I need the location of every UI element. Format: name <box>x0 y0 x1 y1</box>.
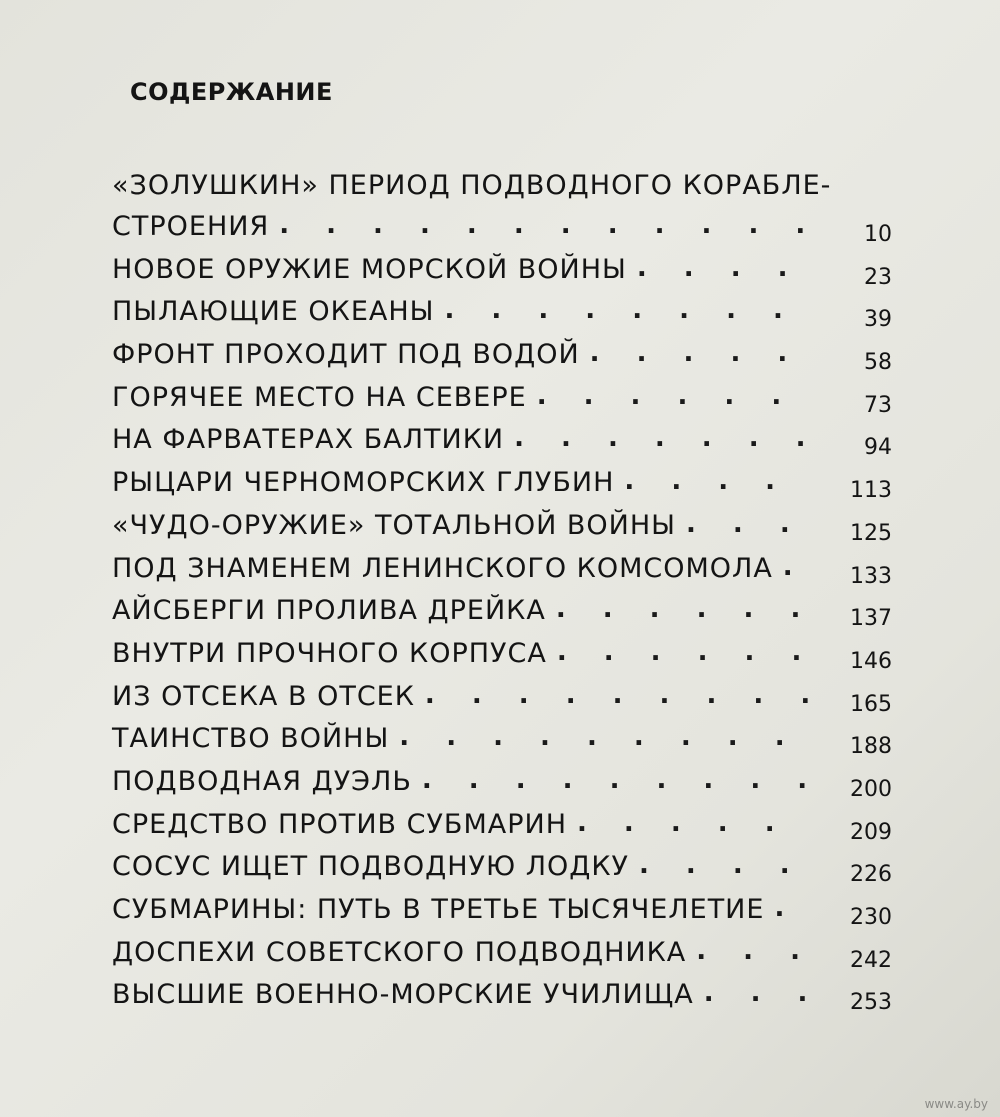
toc-page-number: 242 <box>850 947 892 973</box>
toc-entry-title: НА ФАРВАТЕРАХ БАЛТИКИ <box>112 424 505 456</box>
toc-entry <box>112 240 892 290</box>
toc-entry <box>112 453 892 504</box>
toc-entry-title: СОСУС ИЩЕТ ПОДВОДНУЮ ЛОДКУ <box>112 851 629 883</box>
toc-entry <box>112 838 892 888</box>
toc-entry-title: ТАИНСТВО ВОЙНЫ <box>112 723 390 755</box>
toc-entry <box>112 880 892 930</box>
toc-page-number: 73 <box>864 392 892 418</box>
dot-leader <box>279 212 812 238</box>
toc-page-number: 165 <box>850 691 892 717</box>
toc-page-number: 200 <box>850 776 892 802</box>
toc-page-number: 226 <box>850 862 892 888</box>
dot-leader <box>556 596 812 622</box>
toc-page-number: 253 <box>850 990 892 1016</box>
contents-heading: СОДЕРЖАНИЕ <box>130 78 333 106</box>
toc-entry-title: ПЫЛАЮЩИЕ ОКЕАНЫ <box>112 296 435 328</box>
toc-entry-title: ВНУТРИ ПРОЧНОГО КОРПУСА <box>112 637 547 669</box>
toc-entry-title: СУБМАРИНЫ: ПУТЬ В ТРЕТЬЕ ТЫСЯЧЕЛЕТИЕ <box>112 894 765 925</box>
toc-page-number: 146 <box>850 648 892 674</box>
toc-entry <box>112 170 892 247</box>
toc-entry-title: ПОДВОДНАЯ ДУЭЛЬ <box>112 765 412 797</box>
toc-entry-title: ПОД ЗНАМЕНЕМ ЛЕНИНСКОГО КОМСОМОЛА <box>112 552 773 584</box>
toc-entry-title: ИЗ ОТСЕКА В ОТСЕК <box>112 680 415 712</box>
dot-leader <box>557 639 812 665</box>
toc-entry <box>112 283 892 333</box>
toc-entry-title: СРЕДСТВО ПРОТИВ СУБМАРИН <box>112 808 567 840</box>
toc-entry <box>112 325 892 376</box>
toc-entry-title: РЫЦАРИ ЧЕРНОМОРСКИХ ГЛУБИН <box>112 467 615 499</box>
toc-page-number: 94 <box>864 435 892 461</box>
dot-leader <box>425 682 812 708</box>
toc-entry <box>112 966 892 1016</box>
dot-leader <box>774 895 812 921</box>
toc-entry-title: НОВОЕ ОРУЖИЕ МОРСКОЙ ВОЙНЫ <box>112 253 627 285</box>
toc-entry <box>112 752 892 802</box>
table-of-contents <box>112 170 892 1016</box>
dot-leader <box>686 511 812 537</box>
dot-leader <box>577 810 812 836</box>
toc-page-number: 209 <box>850 819 892 845</box>
dot-leader <box>445 297 813 323</box>
dot-leader <box>422 767 812 793</box>
dot-leader <box>590 340 812 366</box>
dot-leader <box>624 468 812 494</box>
toc-page-number: 58 <box>864 350 892 376</box>
toc-entry <box>112 795 892 845</box>
toc-entry-title-continued: СТРОЕНИЯ <box>112 211 270 242</box>
toc-page-number: 10 <box>864 222 892 247</box>
toc-entry-title: ДОСПЕХИ СОВЕТСКОГО ПОДВОДНИКА <box>112 936 687 968</box>
toc-entry <box>112 923 892 973</box>
toc-entry <box>112 368 892 418</box>
dot-leader <box>637 255 812 281</box>
dot-leader <box>704 980 812 1006</box>
dot-leader <box>514 425 812 451</box>
toc-entry <box>112 539 892 589</box>
toc-entry-title: ФРОНТ ПРОХОДИТ ПОД ВОДОЙ <box>112 339 580 371</box>
toc-page-number: 125 <box>850 520 892 546</box>
toc-entry <box>112 710 892 760</box>
toc-entry-title: ГОРЯЧЕЕ МЕСТО НА СЕВЕРЕ <box>112 381 527 413</box>
toc-entry <box>112 411 892 461</box>
toc-page-number: 137 <box>850 606 892 632</box>
toc-entry <box>112 582 892 632</box>
toc-page-number: 39 <box>864 307 892 333</box>
toc-entry <box>112 624 892 674</box>
dot-leader <box>639 852 812 878</box>
dot-leader <box>696 938 812 964</box>
toc-page-number: 113 <box>850 478 892 504</box>
toc-entry <box>112 496 892 546</box>
toc-page-number: 230 <box>850 905 892 930</box>
dot-leader <box>399 724 812 750</box>
watermark: www.ay.by <box>924 1097 988 1111</box>
dot-leader <box>537 383 812 409</box>
toc-entry-title: ВЫСШИЕ ВОЕННО-МОРСКИЕ УЧИЛИЩА <box>112 979 694 1011</box>
toc-entry-title: «ЧУДО-ОРУЖИЕ» ТОТАЛЬНОЙ ВОЙНЫ <box>112 509 676 541</box>
toc-entry <box>112 667 892 717</box>
toc-entry-title: «ЗОЛУШКИН» ПЕРИОД ПОДВОДНОГО КОРАБЛЕ- <box>112 170 832 201</box>
toc-page-number: 133 <box>850 563 892 589</box>
toc-page-number: 23 <box>864 264 892 290</box>
dot-leader <box>783 554 812 580</box>
toc-entry-title: АЙСБЕРГИ ПРОЛИВА ДРЕЙКА <box>112 595 546 627</box>
toc-page-number: 188 <box>850 734 892 760</box>
